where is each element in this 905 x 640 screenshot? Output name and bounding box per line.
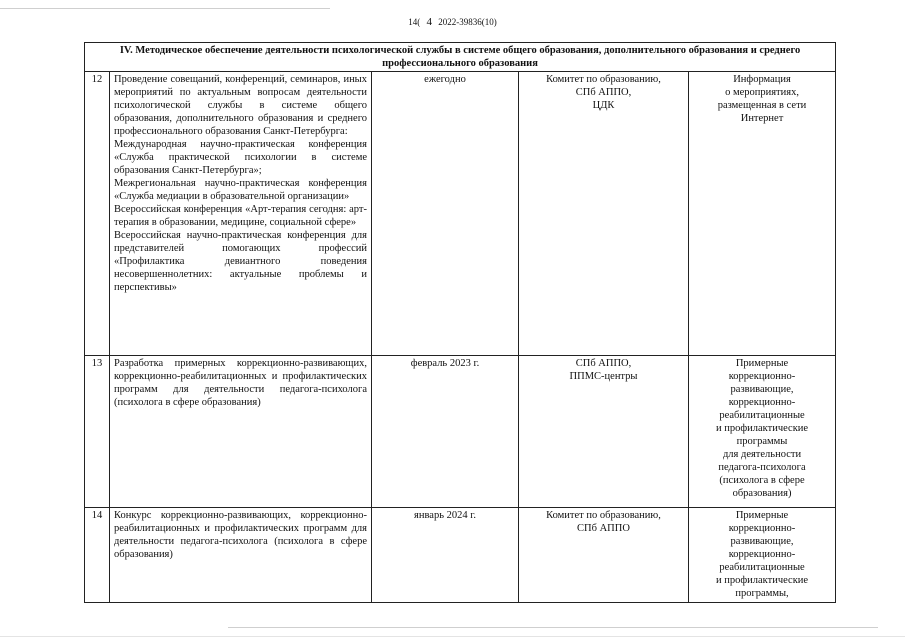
row-description (110, 72, 372, 356)
description-item: Проведение совещаний, конференций, семинаров, иных мероприятий по актуальным вопросам деятельности психологической службы в системе общего образования, дополнительного образования и среднего профессионального образования Санкт-Петербурга: (114, 74, 367, 137)
row-responsible (519, 508, 689, 603)
result-line: Примерные (735, 358, 789, 369)
result-line: образования) (732, 488, 792, 499)
page-number: 4 (426, 16, 432, 28)
result-line: Примерные (735, 510, 789, 521)
scan-line (0, 8, 330, 9)
responsible-line: СПб АППО, (575, 358, 632, 369)
result-line: для деятельности (722, 449, 802, 460)
result-line: коррекционно- (728, 549, 796, 560)
table-row (85, 356, 836, 508)
plan-table (84, 42, 836, 603)
description-item: Конкурс коррекционно-развивающих, коррекционно-реабилитационных и профилактических программ для деятельности педагога-психолога (психолога в сфере образования) (114, 510, 367, 560)
row-result (689, 508, 836, 603)
result-line: коррекционно- (728, 397, 796, 408)
description-item: Всероссийская конференция «Арт-терапия сегодня: арт-терапия в образовании, медицине, социальной сфере» (114, 204, 367, 228)
row-description (110, 508, 372, 603)
result-line: программы (736, 436, 788, 447)
responsible-line: СПб АППО, (575, 87, 632, 98)
row-number: 14 (85, 508, 110, 603)
responsible-line: ППМС-центры (569, 371, 638, 382)
result-line: о мероприятиях, (725, 87, 799, 98)
row-description (110, 356, 372, 508)
row-number: 13 (85, 356, 110, 508)
row-number: 12 (85, 72, 110, 356)
result-line: реабилитационные (719, 410, 805, 421)
responsible-line: Комитет по образованию, (546, 74, 661, 85)
result-line: коррекционно- (728, 371, 796, 382)
row-deadline: ежегодно (372, 72, 519, 356)
responsible-line: ЦДК (592, 100, 615, 111)
table-row (85, 508, 836, 603)
result-line: развивающие, (730, 536, 794, 547)
result-line: Информация (733, 74, 791, 85)
page-header (0, 16, 905, 28)
header-prefix: 14( (408, 17, 421, 27)
result-line: развивающие, (730, 384, 794, 395)
row-deadline: февраль 2023 г. (372, 356, 519, 508)
description-item: Всероссийская научно-практическая конференция для представителей помогающих профессий «Профилактика девиантного поведения несовершеннолетних: актуальные проблемы и перспективы» (114, 230, 367, 293)
result-line: и профилактические (715, 575, 809, 586)
result-line: и профилактические (715, 423, 809, 434)
table-row (85, 72, 836, 356)
responsible-line: Комитет по образованию, (546, 510, 661, 521)
description-item: Международная научно-практическая конференция «Служба практической психологии в системе образования Санкт-Петербурга»; (114, 139, 367, 176)
result-line: (психолога в сфере (719, 475, 805, 486)
result-line: реабилитационные (719, 562, 805, 573)
row-responsible (519, 72, 689, 356)
description-item: Межрегиональная научно-практическая конференция «Служба медиации в образовательной организации» (114, 178, 367, 202)
description-item: Разработка примерных коррекционно-развивающих, коррекционно-реабилитационных и профилактических программ для деятельности педагога-психолога (психолога в сфере образования) (114, 358, 367, 408)
result-line: педагога-психолога (718, 462, 806, 473)
result-line: коррекционно- (728, 523, 796, 534)
row-responsible (519, 356, 689, 508)
scan-line (228, 627, 878, 628)
section-row (85, 43, 836, 72)
result-line: Интернет (740, 113, 784, 124)
row-result (689, 356, 836, 508)
result-line: размещенная в сети (717, 100, 807, 111)
row-result (689, 72, 836, 356)
scan-line (0, 636, 905, 637)
section-title: IV. Методическое обеспечение деятельности психологической службы в системе общего образования, дополнительного образования и среднего профессионального образования (85, 43, 836, 72)
result-line: программы, (735, 588, 789, 599)
doc-id: 2022-39836(10) (438, 17, 497, 27)
row-deadline: январь 2024 г. (372, 508, 519, 603)
responsible-line: СПб АППО (577, 523, 630, 534)
